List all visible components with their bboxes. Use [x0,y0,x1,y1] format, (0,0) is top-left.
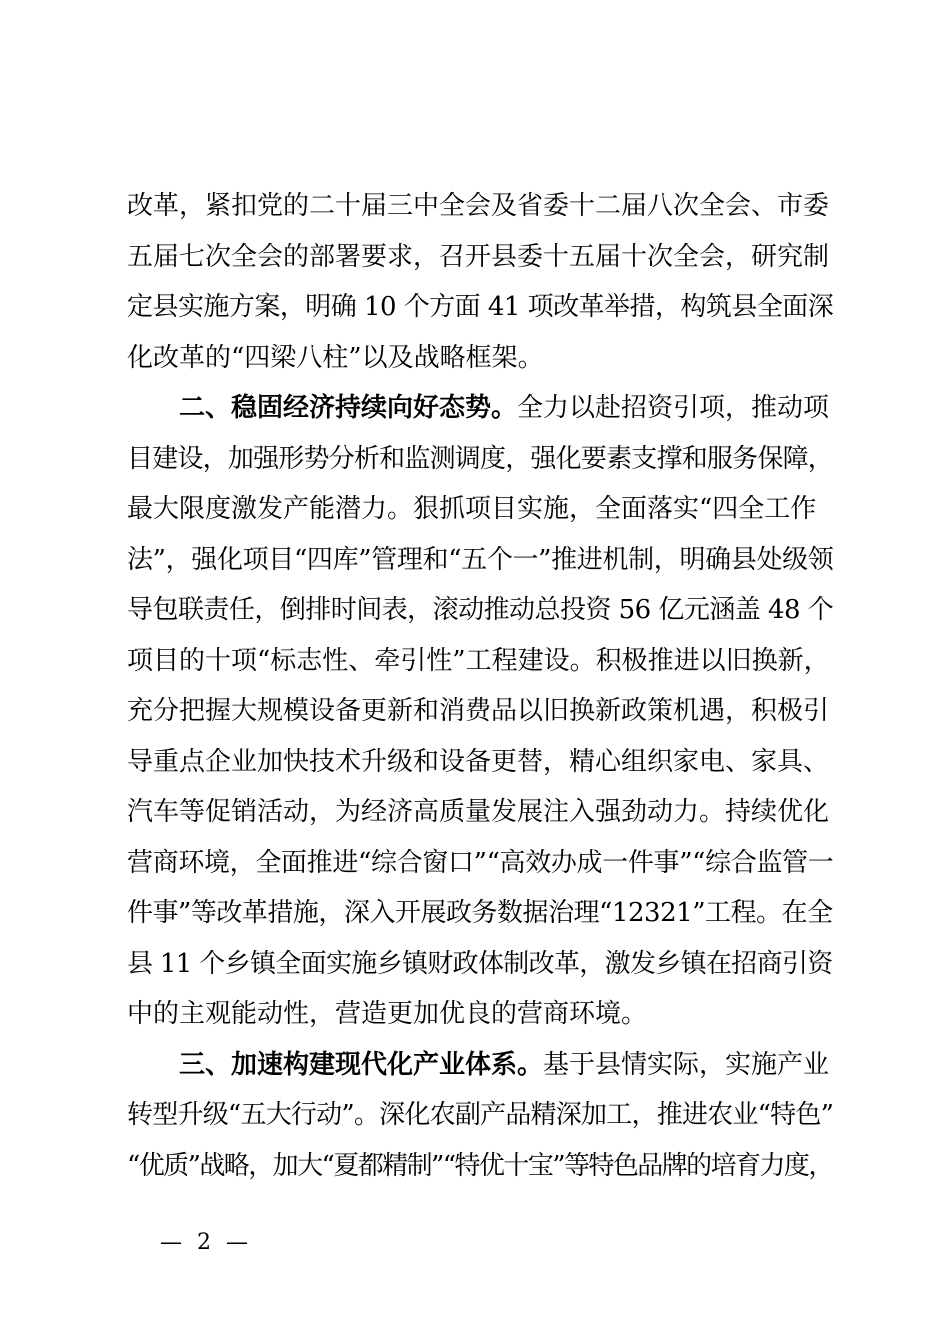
text-line [127,787,833,838]
line-text: 充分把握大规模设备更新和消费品以旧换新政策机遇，积极引 [127,696,830,726]
line-text: 目建设，加强形势分析和监测调度，强化要素支撑和服务保障， [127,443,833,474]
line-text: 最大限度激发产能潜力。狠抓项目实施，全面落实“四全工作 [127,494,817,524]
line-text: 汽车等促销活动，为经济高质量发展注入强劲动力。持续优化 [127,797,830,827]
line-text: 导重点企业加快技术升级和设备更替，精心组织家电、家具、 [127,746,830,777]
text-line [127,636,833,687]
line-text: 项目的十项“标志性、牵引性”工程建设。积极推进以旧换新， [127,645,830,676]
line-text: 中的主观能动性，营造更加优良的营商环境。 [127,999,648,1029]
text-line [127,232,833,283]
line-text: “优质”战略，加大“夏都精制”“特优十宝”等特色品牌的培育力度， [127,1150,833,1181]
text-line [127,383,833,434]
section-heading: 三、加速构建现代化产业体系。 [127,1049,544,1080]
line-text: 定县实施方案，明确 10 个方面 41 项改革举措，构筑县全面深 [127,292,833,322]
line-text: 转型升级“五大行动”。深化农副产品精深加工，推进农业“特色” [127,1100,833,1130]
line-text: 改革，紧扣党的二十届三中全会及省委十二届八次全会、市委 [127,191,830,221]
text-line [127,282,833,333]
text-line [127,1141,833,1192]
line-text: 导包联责任，倒排时间表，滚动推动总投资 56 亿元涵盖 48 个 [127,595,833,625]
text-line [127,989,833,1040]
text-line [127,484,833,535]
text-line [127,585,833,636]
text-line [127,535,833,586]
line-text: 营商环境，全面推进“综合窗口”“高效办成一件事”“综合监管一 [127,847,833,878]
text-line [127,333,833,384]
line-text: 化改革的“四梁八柱”以及战略框架。 [127,342,544,373]
line-text: 基于县情实际，实施产业 [543,1049,830,1080]
text-line [127,686,833,737]
text-line [127,434,833,485]
text-line [127,838,833,889]
text-line [127,939,833,990]
text-line [127,1040,833,1091]
page-number: — 2 — [160,1230,252,1255]
line-text: 件事”等改革措施，深入开展政务数据治理“12321”工程。在全 [127,898,833,928]
text-line [127,888,833,939]
line-text: 全力以赴招资引项，推动项 [517,393,830,423]
line-text: 五届七次全会的部署要求，召开县委十五届十次全会，研究制 [127,241,830,272]
line-text: 法”，强化项目“四库”管理和“五个一”推进机制，明确县处级领 [127,544,833,575]
line-text: 县 11 个乡镇全面实施乡镇财政体制改革，激发乡镇在招商引资 [127,948,833,979]
body-text [127,181,833,1191]
text-line [127,737,833,788]
section-heading: 二、稳固经济持续向好态势。 [127,393,518,423]
text-line [127,181,833,232]
text-line [127,1090,833,1141]
